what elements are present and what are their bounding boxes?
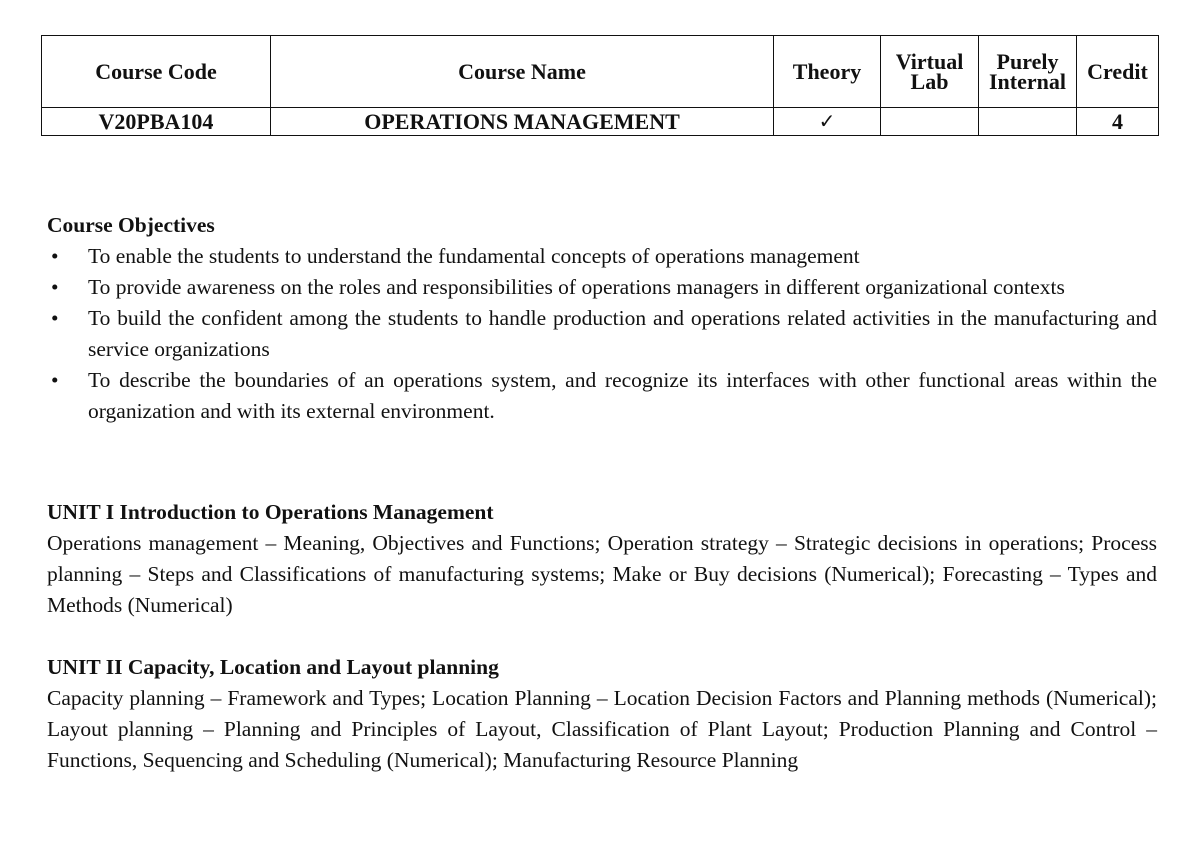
header-theory: Theory bbox=[774, 36, 881, 108]
header-virtual-lab-line1: Virtual bbox=[895, 48, 964, 74]
table-row bbox=[42, 108, 1159, 136]
bullet-icon: • bbox=[51, 244, 59, 268]
objective-text: To provide awareness on the roles and responsibilities of operations managers in different organizational contexts bbox=[88, 275, 1065, 299]
bullet-icon: • bbox=[51, 275, 59, 299]
unit-2-body: Capacity planning – Framework and Types; Location Planning – Location Decision Factors and Planning methods (Numerical); Layout planning – Planning and Principles of Layout, Classification of Plant Layout; Production Planning and Control – Functions, Sequencing and Scheduling (Numerical); Manufacturing Resource Planning bbox=[47, 686, 1157, 772]
header-purely-internal-line1: Purely bbox=[996, 48, 1059, 74]
list-item bbox=[47, 272, 1157, 303]
cell-course-code: V20PBA104 bbox=[42, 108, 271, 136]
bullet-icon: • bbox=[51, 306, 59, 330]
course-objectives-heading: Course Objectives bbox=[47, 213, 215, 237]
unit-2-section bbox=[47, 652, 1157, 776]
objective-text: To enable the students to understand the fundamental concepts of operations management bbox=[88, 244, 860, 268]
unit-2-heading: UNIT II Capacity, Location and Layout planning bbox=[47, 655, 499, 679]
cell-virtual-lab bbox=[881, 108, 979, 136]
header-course-code: Course Code bbox=[42, 36, 271, 108]
list-item bbox=[47, 365, 1157, 427]
header-virtual-lab bbox=[881, 36, 979, 108]
course-objectives-section bbox=[47, 210, 1157, 427]
bullet-icon: • bbox=[51, 368, 59, 392]
unit-1-section bbox=[47, 497, 1157, 621]
list-item bbox=[47, 303, 1157, 365]
cell-purely-internal bbox=[979, 108, 1077, 136]
table-header-row bbox=[42, 36, 1159, 108]
unit-1-body: Operations management – Meaning, Objectives and Functions; Operation strategy – Strategic decisions in operations; Process planning – Steps and Classifications of manufacturing systems; Make or Buy decisions (Numerical); Forecasting – Types and Methods (Numerical) bbox=[47, 531, 1157, 617]
objective-text: To describe the boundaries of an operations system, and recognize its interfaces with other functional areas within the organization and with its external environment. bbox=[88, 368, 1157, 423]
header-course-name: Course Name bbox=[271, 36, 774, 108]
header-credit: Credit bbox=[1077, 36, 1159, 108]
objectives-list bbox=[47, 241, 1157, 427]
unit-1-heading: UNIT I Introduction to Operations Management bbox=[47, 500, 494, 524]
header-virtual-lab-line2: Lab bbox=[910, 68, 949, 94]
header-purely-internal bbox=[979, 36, 1077, 108]
cell-theory-check: ✓ bbox=[774, 108, 881, 136]
header-purely-internal-line2: Internal bbox=[989, 68, 1066, 94]
cell-credit: 4 bbox=[1077, 108, 1159, 136]
list-item bbox=[47, 241, 1157, 272]
course-details-table bbox=[41, 35, 1159, 136]
cell-course-name: OPERATIONS MANAGEMENT bbox=[271, 108, 774, 136]
objective-text: To build the confident among the students to handle production and operations related activities in the manufacturing and service organizations bbox=[88, 306, 1157, 361]
